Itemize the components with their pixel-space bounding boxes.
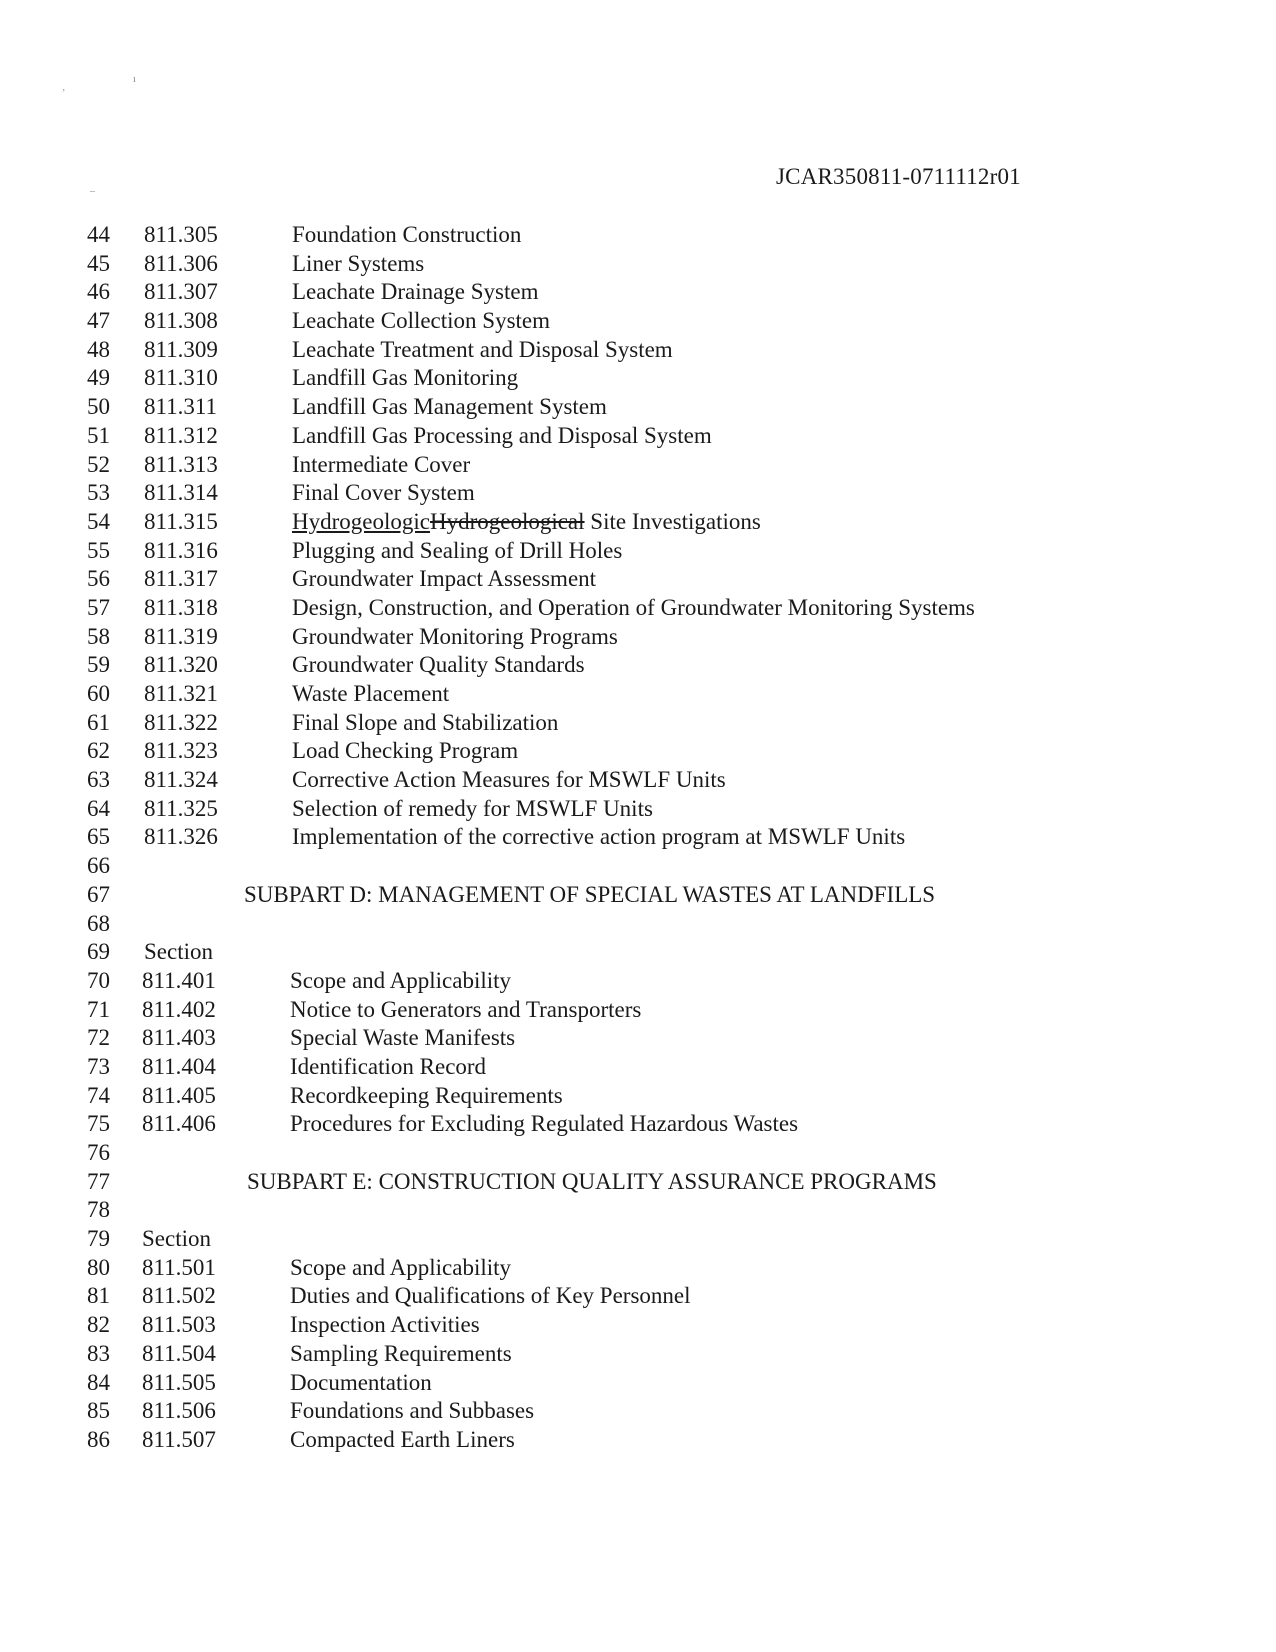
section-number: 811.308 <box>144 308 218 334</box>
section-number: 811.309 <box>144 336 218 362</box>
toc-line <box>0 594 1276 623</box>
line-number: 66 <box>87 853 110 879</box>
line-number: 59 <box>87 652 110 678</box>
section-label: Section <box>144 939 213 965</box>
deleted-text: Hydrogeological <box>429 508 585 534</box>
section-title: Load Checking Program <box>292 738 519 764</box>
line-number: 78 <box>87 1197 110 1223</box>
section-title: Intermediate Cover <box>292 451 471 477</box>
toc-line <box>0 795 1276 824</box>
section-title: Plugging and Sealing of Drill Holes <box>292 537 623 563</box>
line-number: 68 <box>87 910 110 936</box>
subpart-heading: SUBPART E: CONSTRUCTION QUALITY ASSURANCE PROGRAMS <box>247 1168 937 1194</box>
section-title: Selection of remedy for MSWLF Units <box>292 795 653 821</box>
section-number: 811.326 <box>144 824 218 850</box>
section-number: 811.310 <box>144 365 218 391</box>
toc-line <box>0 1397 1276 1426</box>
section-title: Final Cover System <box>292 480 475 506</box>
section-title: Documentation <box>290 1369 432 1395</box>
section-title: Procedures for Excluding Regulated Hazardous Wastes <box>290 1111 799 1137</box>
section-number: 811.401 <box>142 967 216 993</box>
line-number: 79 <box>87 1226 110 1252</box>
section-title: Inspection Activities <box>290 1312 480 1338</box>
section-title: Groundwater Monitoring Programs <box>292 623 618 649</box>
toc-line <box>0 938 1276 967</box>
line-number: 82 <box>87 1312 110 1338</box>
line-number: 74 <box>87 1082 110 1108</box>
line-number: 77 <box>87 1168 110 1194</box>
toc-line <box>0 766 1276 795</box>
toc-line <box>0 508 1276 537</box>
toc-line <box>0 823 1276 852</box>
toc-line <box>0 623 1276 652</box>
section-number: 811.323 <box>144 738 218 764</box>
line-number: 51 <box>87 422 110 448</box>
section-number: 811.313 <box>144 451 218 477</box>
section-number: 811.321 <box>144 681 218 706</box>
section-label: Section <box>142 1226 211 1252</box>
line-number: 60 <box>87 681 110 706</box>
line-number: 76 <box>87 1140 110 1165</box>
line-number: 65 <box>87 824 110 850</box>
line-number: 53 <box>87 480 110 506</box>
toc-line <box>0 479 1276 508</box>
toc-line <box>0 393 1276 422</box>
toc-line <box>0 537 1276 566</box>
line-number: 56 <box>87 566 110 592</box>
section-title: Foundation Construction <box>292 222 522 247</box>
section-title: Foundations and Subbases <box>290 1398 535 1424</box>
section-title: Design, Construction, and Operation of Groundwater Monitoring Systems <box>292 594 975 620</box>
toc-line <box>0 1225 1276 1254</box>
section-number: 811.314 <box>144 480 218 506</box>
toc-line <box>0 1110 1276 1139</box>
toc-line <box>0 1282 1276 1311</box>
toc-line <box>0 1082 1276 1111</box>
toc-line <box>0 221 1276 250</box>
line-number: 67 <box>87 881 110 907</box>
toc-line <box>0 651 1276 680</box>
section-number: 811.311 <box>144 394 218 420</box>
section-number: 811.324 <box>144 767 218 793</box>
section-number: 811.306 <box>144 250 218 276</box>
section-title: Final Slope and Stabilization <box>292 709 559 735</box>
line-number: 54 <box>87 508 110 534</box>
line-number: 44 <box>87 222 110 247</box>
toc-line <box>0 278 1276 307</box>
line-number: 58 <box>87 623 110 649</box>
section-title: Waste Placement <box>292 681 450 706</box>
line-number: 62 <box>87 738 110 764</box>
section-number: 811.325 <box>144 795 218 821</box>
toc-line <box>0 1196 1276 1225</box>
document-id: JCAR350811-0711112r01 <box>776 164 1021 189</box>
line-number: 52 <box>87 451 110 477</box>
section-number: 811.404 <box>142 1053 216 1079</box>
line-number: 86 <box>87 1426 110 1452</box>
subpart-heading-line <box>0 881 1276 910</box>
line-number: 69 <box>87 939 110 965</box>
section-number: 811.402 <box>142 996 216 1022</box>
section-number: 811.317 <box>144 566 218 592</box>
line-number: 49 <box>87 365 110 391</box>
toc-line <box>0 336 1276 365</box>
line-number: 84 <box>87 1369 110 1395</box>
line-number: 57 <box>87 594 110 620</box>
line-number: 45 <box>87 250 110 276</box>
subpart-heading: SUBPART D: MANAGEMENT OF SPECIAL WASTES AT LANDFILLS <box>244 881 936 907</box>
section-number: 811.504 <box>142 1340 216 1366</box>
toc-line <box>0 1426 1276 1455</box>
section-number: 811.316 <box>144 537 218 563</box>
line-number: 80 <box>87 1254 110 1280</box>
scan-speck-2: ı <box>133 74 136 85</box>
toc-line <box>0 967 1276 996</box>
section-number: 811.319 <box>144 623 218 649</box>
line-number: 63 <box>87 767 110 793</box>
section-title: Special Waste Manifests <box>290 1025 516 1051</box>
section-title: Sampling Requirements <box>290 1340 512 1366</box>
section-number: 811.403 <box>142 1025 216 1051</box>
section-title: Groundwater Impact Assessment <box>292 566 597 592</box>
section-number: 811.305 <box>144 222 218 247</box>
section-title: Identification Record <box>290 1053 487 1079</box>
toc-line <box>0 1139 1276 1168</box>
section-title: Recordkeeping Requirements <box>290 1082 563 1108</box>
section-title: Landfill Gas Management System <box>292 394 607 420</box>
section-title: Landfill Gas Monitoring <box>292 365 519 391</box>
inserted-text: Hydrogeologic <box>292 508 430 534</box>
section-number: 811.406 <box>142 1111 216 1137</box>
line-number: 70 <box>87 967 110 993</box>
toc-line <box>0 709 1276 738</box>
toc-line <box>0 451 1276 480</box>
section-number: 811.505 <box>142 1369 216 1395</box>
line-number: 83 <box>87 1340 110 1366</box>
section-title: Scope and Applicability <box>290 1254 512 1280</box>
section-title: Landfill Gas Processing and Disposal System <box>292 422 712 448</box>
section-number: 811.503 <box>142 1312 216 1338</box>
line-number: 47 <box>87 308 110 334</box>
section-title: Corrective Action Measures for MSWLF Units <box>292 767 726 793</box>
section-title: Implementation of the corrective action program at MSWLF Units <box>292 824 906 850</box>
toc-line <box>0 1254 1276 1283</box>
line-number: 55 <box>87 537 110 563</box>
section-title: Notice to Generators and Transporters <box>290 996 642 1022</box>
line-number: 73 <box>87 1053 110 1079</box>
section-title: Leachate Collection System <box>292 308 551 334</box>
toc-line <box>0 996 1276 1025</box>
section-number: 811.501 <box>142 1254 216 1280</box>
section-number: 811.315 <box>144 508 218 534</box>
toc-line <box>0 250 1276 279</box>
toc-line <box>0 1024 1276 1053</box>
toc-line <box>0 364 1276 393</box>
section-number: 811.405 <box>142 1082 216 1108</box>
line-number: 85 <box>87 1398 110 1424</box>
line-number: 48 <box>87 336 110 362</box>
toc-line <box>0 910 1276 939</box>
section-title: Leachate Drainage System <box>292 279 539 305</box>
line-number: 61 <box>87 709 110 735</box>
line-number: 46 <box>87 279 110 305</box>
title-remainder: Site Investigations <box>584 508 761 534</box>
toc-line <box>0 1053 1276 1082</box>
section-number: 811.507 <box>142 1426 216 1452</box>
toc-line <box>0 1340 1276 1369</box>
section-number: 811.506 <box>142 1398 216 1424</box>
line-number: 50 <box>87 394 110 420</box>
section-title: Leachate Treatment and Disposal System <box>292 336 673 362</box>
section-number: 811.307 <box>144 279 218 305</box>
line-number: 75 <box>87 1111 110 1137</box>
line-number: 71 <box>87 996 110 1022</box>
line-number: 72 <box>87 1025 110 1051</box>
section-title: Liner Systems <box>292 250 425 276</box>
toc-line <box>0 737 1276 766</box>
section-title-amended <box>292 508 761 537</box>
scan-speck-1: ’ <box>62 88 66 99</box>
toc-line <box>0 1311 1276 1340</box>
toc-line <box>0 307 1276 336</box>
section-title: Scope and Applicability <box>290 967 512 993</box>
section-title: Compacted Earth Liners <box>290 1426 515 1452</box>
toc-line <box>0 565 1276 594</box>
section-number: 811.322 <box>144 709 218 735</box>
section-title: Duties and Qualifications of Key Personnel <box>290 1283 691 1309</box>
section-number: 811.318 <box>144 594 218 620</box>
toc-line <box>0 1369 1276 1398</box>
section-number: 811.502 <box>142 1283 216 1309</box>
section-number: 811.312 <box>144 422 218 448</box>
toc-line <box>0 422 1276 451</box>
numbered-lines <box>0 221 1276 1455</box>
line-number: 64 <box>87 795 110 821</box>
section-title: Groundwater Quality Standards <box>292 652 585 678</box>
section-number: 811.320 <box>144 652 218 678</box>
toc-line <box>0 680 1276 709</box>
line-number: 81 <box>87 1283 110 1309</box>
toc-line <box>0 852 1276 881</box>
subpart-heading-line <box>0 1168 1276 1197</box>
scan-speck-3: – <box>90 186 95 197</box>
